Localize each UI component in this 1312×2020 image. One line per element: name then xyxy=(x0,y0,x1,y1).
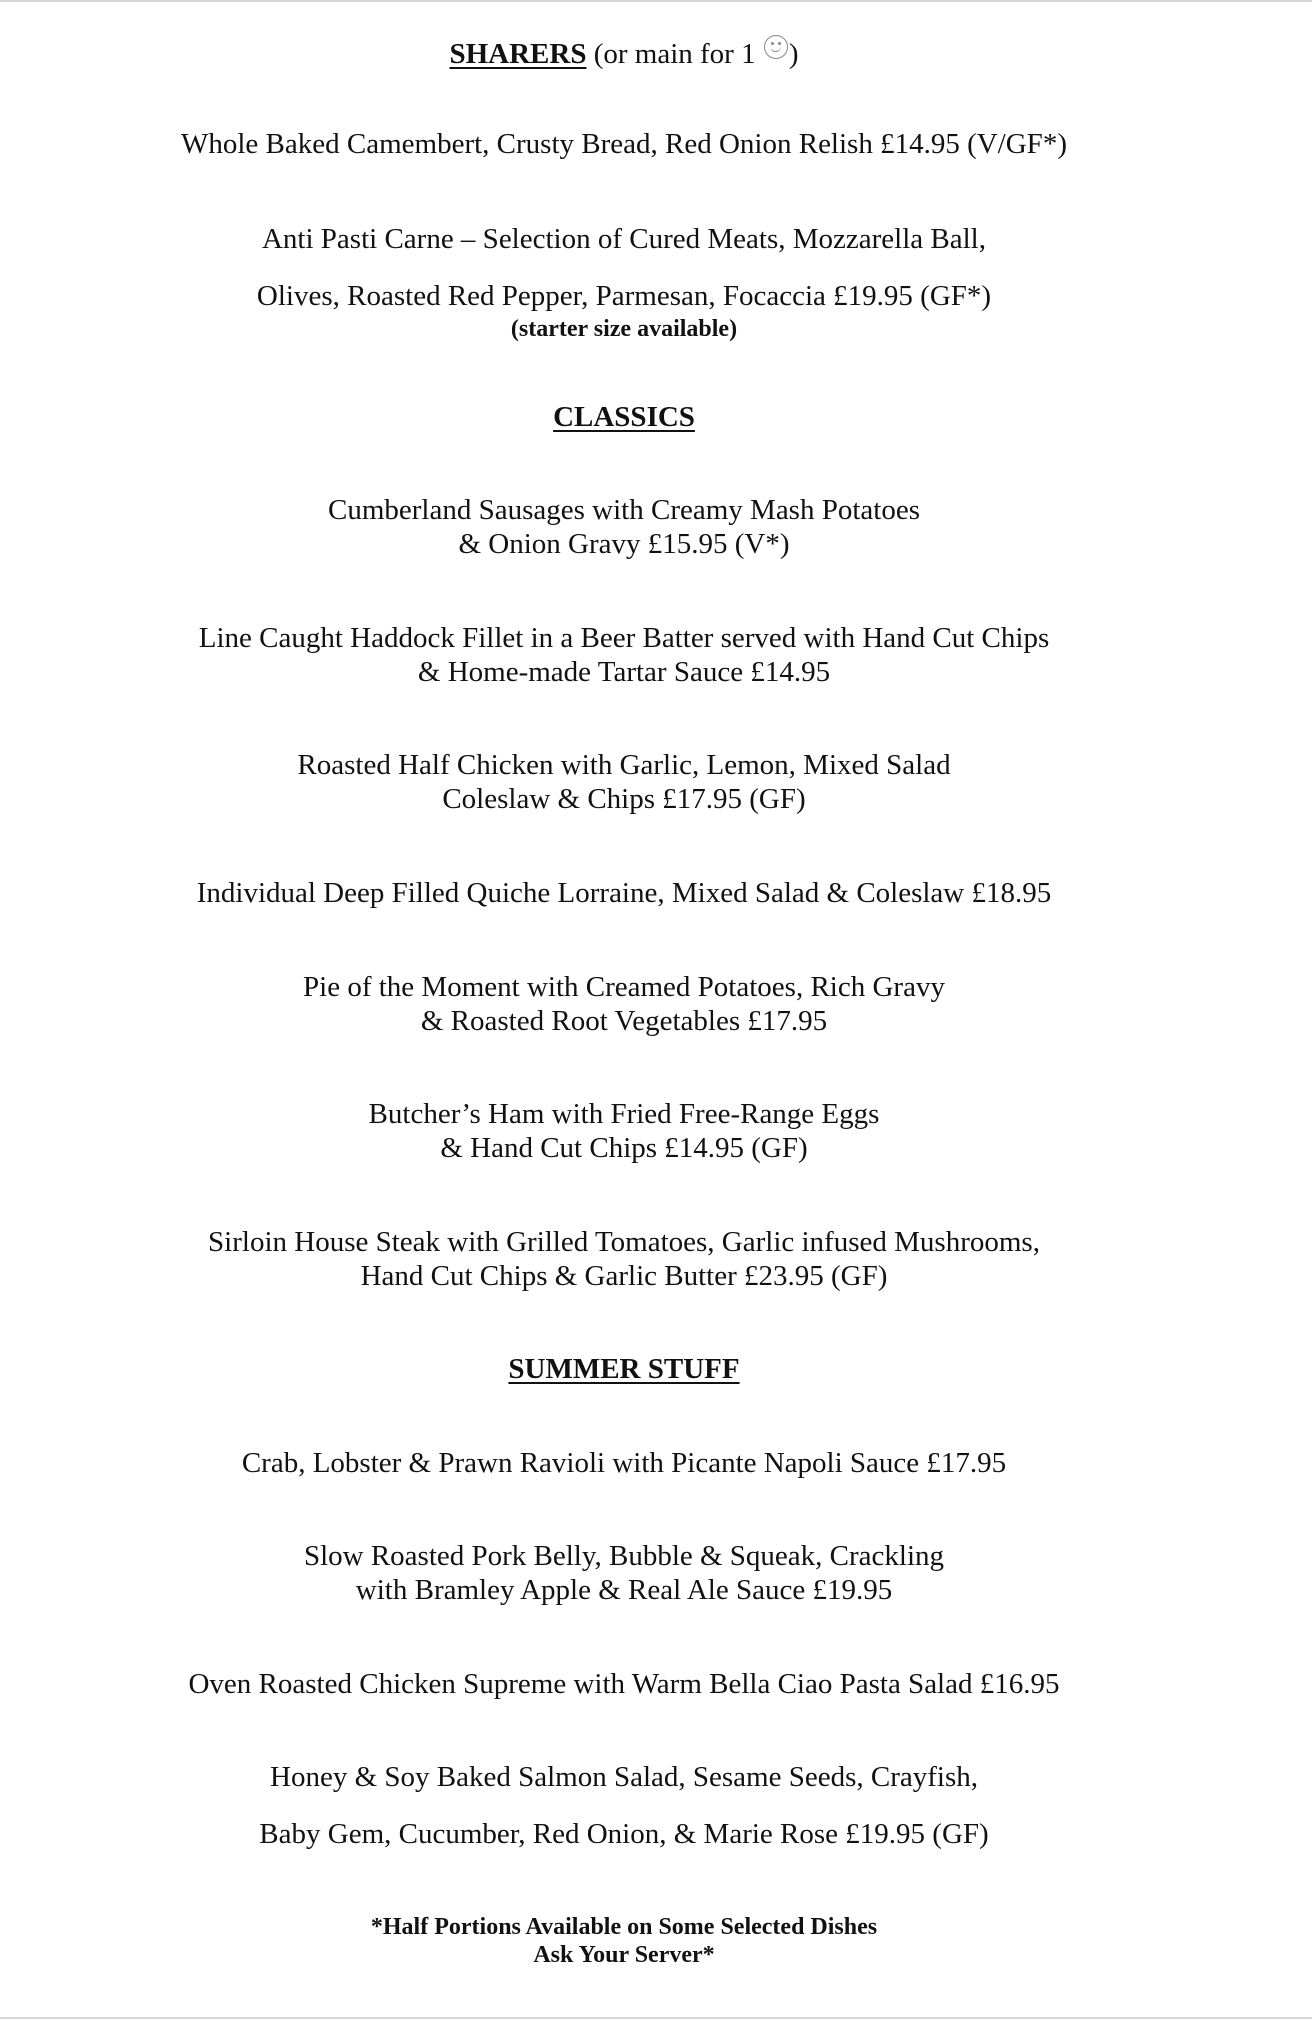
menu-item-line: Coleslaw & Chips £17.95 (GF) xyxy=(442,783,806,815)
menu-item-line: Butcher’s Ham with Fried Free-Range Eggs xyxy=(368,1098,880,1130)
classics-heading: CLASSICS xyxy=(553,401,695,433)
summer-heading-line xyxy=(0,1352,1248,1386)
menu-item-line: Slow Roasted Pork Belly, Bubble & Squeak, Crackling xyxy=(303,1540,945,1572)
menu-item-line: & Home-made Tartar Sauce £14.95 xyxy=(417,656,831,688)
menu-item-line: Cumberland Sausages with Creamy Mash Potatoes xyxy=(328,494,920,526)
menu-item-line: Hand Cut Chips & Garlic Butter £23.95 (GF) xyxy=(360,1260,888,1292)
sharers-heading-line xyxy=(0,35,1248,71)
footer-note: *Half Portions Available on Some Selected Dishes xyxy=(370,1914,878,1940)
menu-item-line: Olives, Roasted Red Pepper, Parmesan, Focaccia £19.95 (GF*) xyxy=(256,280,992,312)
sharers-subtitle: (or main for 1 ) xyxy=(594,38,799,70)
menu-item-line: Oven Roasted Chicken Supreme with Warm Bella Ciao Pasta Salad £16.95 xyxy=(188,1668,1060,1700)
classics-heading-line xyxy=(0,400,1248,434)
menu-item-line: Pie of the Moment with Creamed Potatoes, Rich Gravy xyxy=(303,971,945,1003)
top-divider xyxy=(0,0,1312,2)
menu-item-line: Line Caught Haddock Fillet in a Beer Batter served with Hand Cut Chips xyxy=(198,622,1050,654)
menu-item-line: Honey & Soy Baked Salmon Salad, Sesame Seeds, Crayfish, xyxy=(270,1761,978,1793)
menu-item-line: & Hand Cut Chips £14.95 (GF) xyxy=(440,1132,808,1164)
menu-item-line: Whole Baked Camembert, Crusty Bread, Red Onion Relish £14.95 (V/GF*) xyxy=(181,128,1067,160)
menu-item-line: Individual Deep Filled Quiche Lorraine, Mixed Salad & Coleslaw £18.95 xyxy=(196,877,1052,909)
menu-item-line: Sirloin House Steak with Grilled Tomatoes, Garlic infused Mushrooms, xyxy=(208,1226,1040,1258)
sharers-heading: SHARERS xyxy=(449,38,587,70)
menu-item-line: Anti Pasti Carne – Selection of Cured Meats, Mozzarella Ball, xyxy=(261,223,986,255)
bottom-divider xyxy=(0,2017,1312,2019)
smiley-icon xyxy=(764,35,788,59)
summer-heading: SUMMER STUFF xyxy=(508,1353,740,1385)
menu-item-line: Crab, Lobster & Prawn Ravioli with Picante Napoli Sauce £17.95 xyxy=(241,1447,1007,1479)
menu-item-line: & Onion Gravy £15.95 (V*) xyxy=(458,528,790,560)
menu-item-line: & Roasted Root Vegetables £17.95 xyxy=(420,1005,828,1037)
menu-item-line: with Bramley Apple & Real Ale Sauce £19.95 xyxy=(355,1574,893,1606)
footer-note: Ask Your Server* xyxy=(533,1942,715,1968)
menu-item-line: Roasted Half Chicken with Garlic, Lemon, Mixed Salad xyxy=(297,749,951,781)
menu-item-line: Baby Gem, Cucumber, Red Onion, & Marie Rose £19.95 (GF) xyxy=(259,1818,989,1850)
menu-item-note: (starter size available) xyxy=(510,316,738,342)
